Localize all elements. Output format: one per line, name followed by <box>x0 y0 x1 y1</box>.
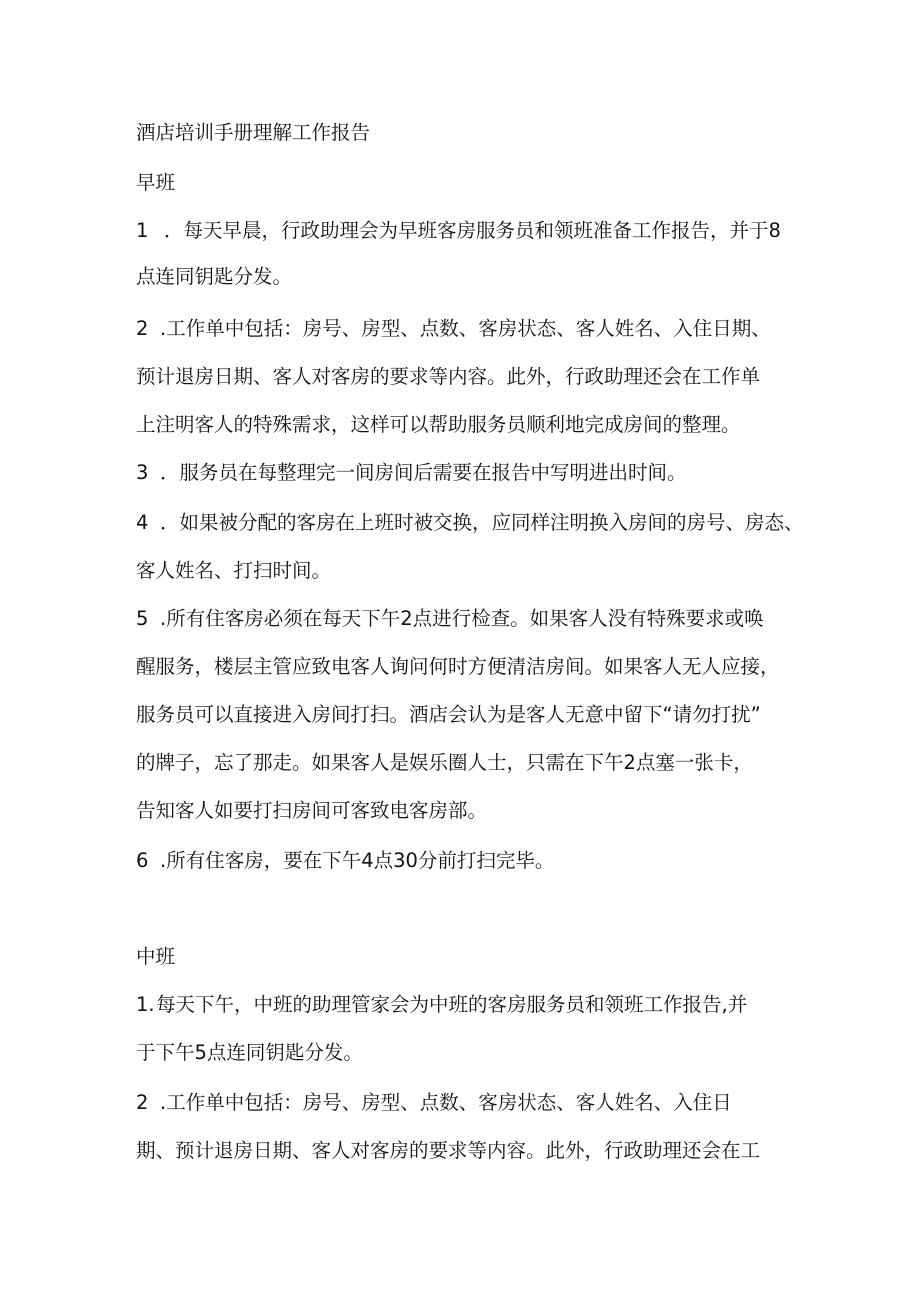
list-item-line <box>136 460 687 486</box>
section-heading-midday: 中班 <box>136 945 176 968</box>
item-text: ．每天早晨，行政助理会为早班客房服务员和领班准备工作报告，并于8 <box>164 219 781 242</box>
item-text: 告知客人如要打扫房间可客致电客房部。 <box>136 799 488 822</box>
item-number: 4 <box>136 511 149 534</box>
item-text: 每天下午，中班的助理管家会为中班的客房服务员和领班工作报告,并 <box>156 993 748 1016</box>
item-number: 2 <box>136 317 149 340</box>
list-item-line <box>136 316 771 342</box>
item-number: 6 <box>136 849 149 872</box>
item-text: .工作单中包括：房号、房型、点数、客房状态、客人姓名、入住日 <box>160 1091 732 1114</box>
item-number: 5 <box>136 607 149 630</box>
item-number: 3 <box>136 461 149 484</box>
item-number: 1 <box>136 219 149 242</box>
item-text: ．如果被分配的客房在上班时被交换，应同样注明换入房间的房号、房态、 <box>160 511 804 534</box>
item-text: .工作单中包括：房号、房型、点数、客房状态、客人姓名、入住日期、 <box>160 317 771 340</box>
item-text: 点连同钥匙分发。 <box>136 265 293 288</box>
item-number: 2 <box>136 1091 149 1114</box>
item-text: ．服务员在每整理完一间房间后需要在报告中写明进出时间。 <box>160 461 687 484</box>
list-item-line <box>136 606 764 632</box>
item-text: 预计退房日期、客人对客房的要求等内容。此外，行政助理还会在工作单 <box>136 365 761 388</box>
item-text: 期、预计退房日期、客人对客房的要求等内容。此外，行政助理还会在工 <box>136 1139 761 1162</box>
item-number: 1. <box>136 993 155 1016</box>
document-title: 酒店培训手册理解工作报告 <box>136 121 371 144</box>
item-text: .所有住客房，要在下午4点30分前打扫完毕。 <box>160 849 555 872</box>
list-item-line <box>136 510 804 536</box>
item-text: 上注明客人的特殊需求，这样可以帮助服务员顺利地完成房间的整理。 <box>136 413 741 436</box>
section-heading-morning: 早班 <box>136 171 176 194</box>
list-item-line <box>136 1090 732 1116</box>
item-text: 客人姓名、打扫时间。 <box>136 559 332 582</box>
list-item-line <box>136 992 747 1018</box>
list-item-line <box>136 218 781 244</box>
item-text: 醒服务，楼层主管应致电客人询问何时方便清洁房间。如果客人无人应接， <box>136 655 780 678</box>
item-text: 的牌子，忘了那走。如果客人是娱乐圈人士，只需在下午2点塞一张卡， <box>136 751 753 774</box>
item-text: 服务员可以直接进入房间打扫。酒店会认为是客人无意中留下“请勿打扰” <box>136 703 761 726</box>
list-item-line <box>136 848 554 874</box>
item-text: .所有住客房必须在每天下午2点进行检查。如果客人没有特殊要求或唤 <box>160 607 764 630</box>
item-text: 于下午5点连同钥匙分发。 <box>136 1041 363 1064</box>
